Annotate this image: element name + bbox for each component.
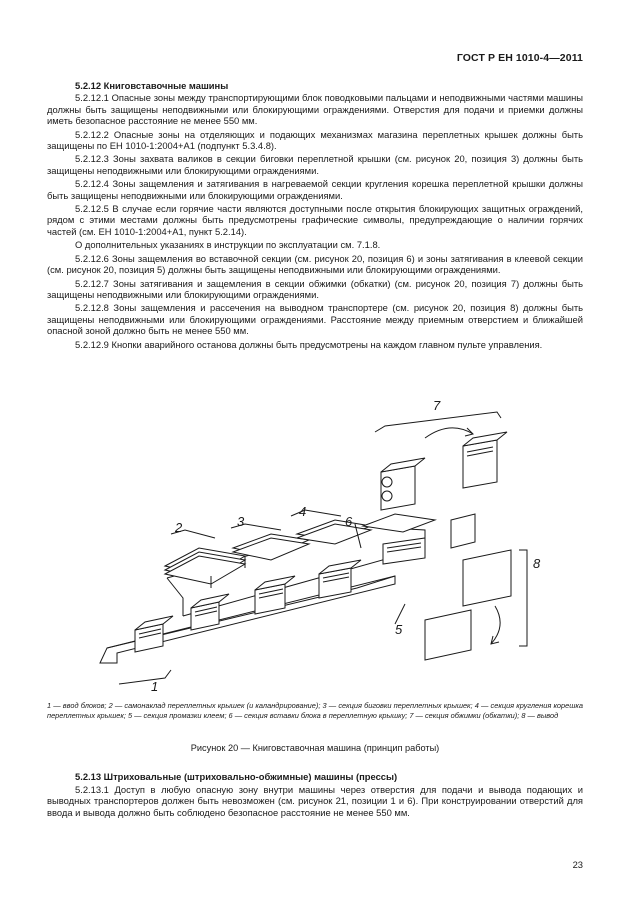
pressing-station-left [381, 458, 425, 510]
insertion-station [363, 514, 435, 564]
section-5-2-13 [47, 771, 583, 820]
leader-line [395, 604, 405, 624]
paragraph: 5.2.12.8 Зоны защемления и рассечения на выводном транспортере (см. рисунок 20, позиция 8) должны быть защищены неподвижными или блокирующими ограждениями. Расстояние между приемным отверстием и ближайшей опасной зоной должно быть не менее 550 мм. [47, 302, 583, 337]
page-number: 23 [572, 859, 583, 870]
paragraph: 5.2.12.3 Зоны захвата валиков в секции биговки переплетной крышки (см. рисунок 20, позиция 3) должны быть защищены неподвижными или блокирующими ограждениями. [47, 153, 583, 176]
paragraph: 5.2.12.2 Опасные зоны на отделяющих и подающих механизмах магазина переплетных крышек должны быть защищены по ЕН 1010-1:2004+А1 (подпункт 5.3.4.8). [47, 128, 583, 152]
figure-label-6: 6 [345, 514, 353, 529]
section-title: 5.2.13 Штриховальные (штриховально-обжимные) машины (прессы) [75, 771, 398, 782]
paragraph: 5.2.12.7 Зоны затягивания и защемления в секции обжимки (обкатки) (см. рисунок 20, позиция 7) должны быть защищены неподвижными или блокирующими ограждениями. [47, 277, 583, 300]
paragraph: 5.2.12.4 Зоны защемления и затягивания в нагреваемой секции кругления корешка переплетной крышки должны быть защищены неподвижными или блокирующими ограждениями. [47, 178, 583, 201]
section-title: 5.2.12 Книговставочные машины [75, 80, 229, 91]
figure-label-1: 1 [151, 679, 159, 693]
paragraph: 5.2.12.6 Зоны защемления во вставочной секции (см. рисунок 20, позиция 6) и зоны затягивания в клеевой секции (см. рисунок 20, позиция 5) должны быть защищены неподвижными или блокирующими ограждениями. [47, 252, 583, 276]
document-code: ГОСТ Р ЕН 1010-4—2011 [456, 52, 583, 64]
rotation-arrow [425, 428, 473, 438]
figure-label-3: 3 [237, 514, 245, 529]
book-block-2 [191, 594, 229, 630]
figure-legend: 1 — ввод блоков; 2 — самонаклад переплетных крышек (и каландрирование); 3 — секция биговки переплетных крышек; 4 — секция кругления корешка переплетных крышек; 5 — секция промазки клеем; 6 — секция вставки блока в переплетную крышку; 7 — секция обжимки (обкатки); 8 — вывод [47, 701, 583, 720]
book-casing-machine-diagram [95, 398, 555, 693]
paragraph: 5.2.13.1 Доступ в любую опасную зону внутри машины через отверстия для подачи и вывода подающих и выводных транспортеров должен быть невозможен (см. рисунок 21, позиции 1 и 6). При конструировании отверстий для ввода и вывода должно быть соблюдено безопасное расстояние не менее 550 мм. [47, 783, 583, 818]
pressing-station-right [463, 432, 507, 488]
figure-label-7: 7 [433, 398, 441, 413]
figure-caption: Рисунок 20 — Книговставочная машина (принцип работы) [190, 743, 440, 753]
figure-label-5: 5 [395, 622, 403, 637]
leader-line [119, 670, 171, 684]
paragraph: 5.2.12.9 Кнопки аварийного останова должны быть предусмотрены на каждом главном пульте управления. [75, 338, 543, 350]
section-5-2-12 [47, 80, 583, 352]
book-block-4 [319, 560, 361, 598]
pressing-bracket [375, 412, 501, 432]
figure-label-2: 2 [175, 520, 183, 535]
book-block-3 [255, 576, 295, 614]
figure-label-4: 4 [299, 504, 307, 519]
machine-bed-edge [167, 578, 183, 616]
paragraph: О дополнительных указаниях в инструкции по эксплуатации см. 7.1.8. [75, 239, 381, 251]
paragraph: 5.2.12.1 Опасные зоны между транспортирующими блок поводковыми пальцами и неподвижными частями машины должны быть защищены неподвижными или блокирующими ограждениями. Отверстия для подачи и приемки должны иметь безопасное расстояние не менее 550 мм. [47, 92, 583, 127]
figure-label-8: 8 [533, 556, 541, 571]
output-station [425, 514, 527, 660]
paragraph: 5.2.12.5 В случае если горячие части являются доступными после открытия блокирующих защитных ограждений, рядом с этими местами должны быть предусмотрены графические символы, предупреждающие о наличии горячих частей (см. ЕН 1010-1:2004+А1, пункт 5.2.14). [47, 203, 583, 237]
cover-feeder-stack [165, 548, 245, 588]
